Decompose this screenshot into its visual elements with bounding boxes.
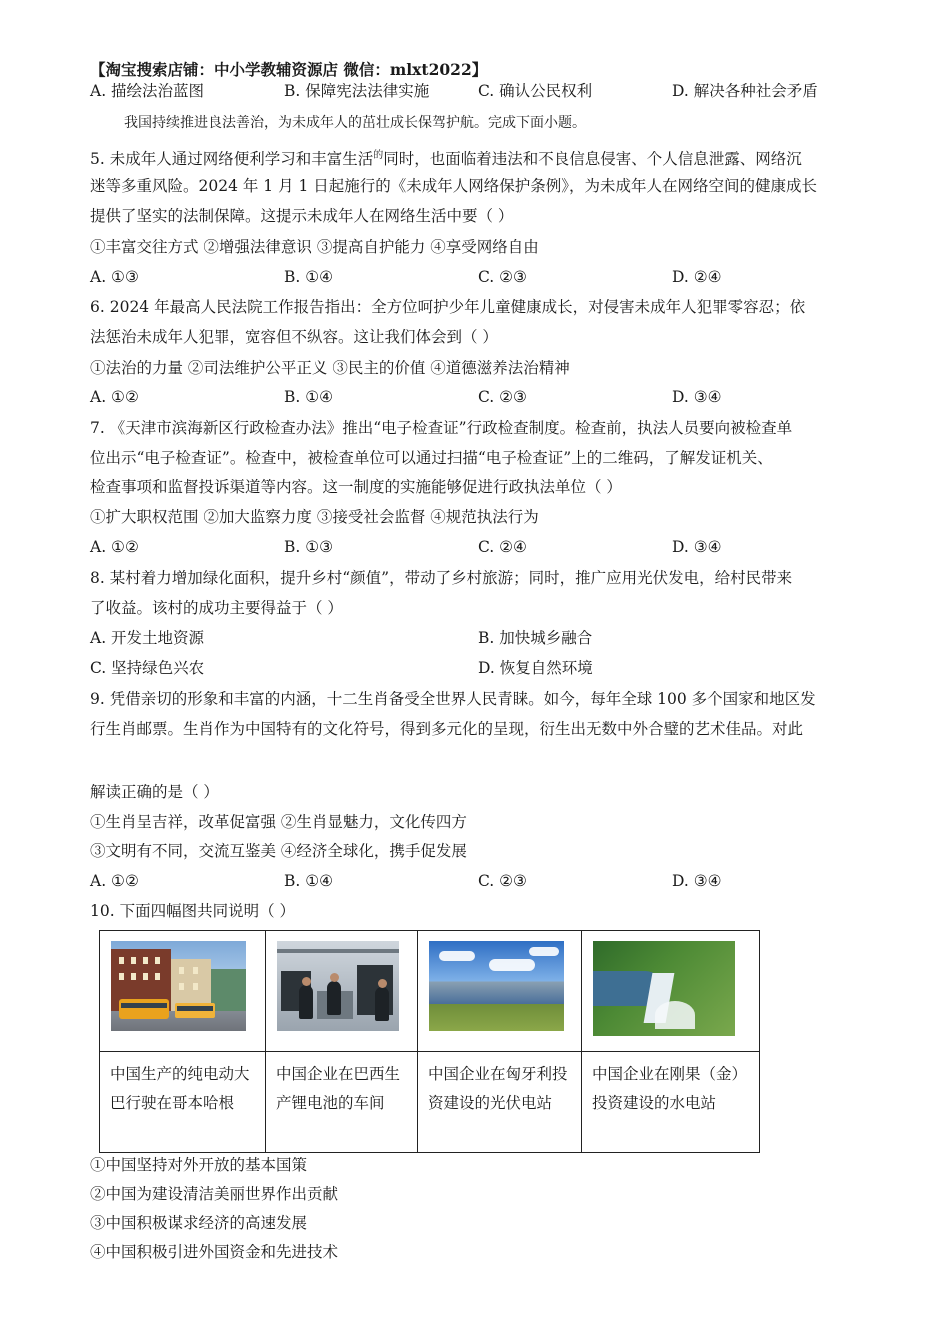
q8-stem-line-1: 8. 某村着力增加绿化面积，提升乡村“颜值”，带动了乡村旅游；同时，推广应用光伏发电，给村民带来 bbox=[90, 569, 793, 587]
section-intro: 我国持续推进良法善治，为未成年人的茁壮成长保驾护航。完成下面小题。 bbox=[124, 115, 586, 131]
q6-option-b: B. ①④ bbox=[284, 388, 334, 406]
q10-cell-picture-4 bbox=[582, 931, 760, 1052]
q7-option-b: B. ①③ bbox=[284, 538, 334, 556]
q10-item-4: ④中国积极引进外国资金和先进技术 bbox=[90, 1243, 339, 1261]
q6-stem-line-1: 6. 2024 年最高人民法院工作报告指出：全方位呵护少年儿童健康成长，对侵害未成年人犯罪零容忍；依 bbox=[90, 298, 806, 316]
q5-stem-line-1: 5. 未成年人通过网络便利学习和丰富生活$^的$同时，也面临着违法和不良信息侵害、个人信息泄露、网络沉 bbox=[90, 150, 802, 168]
q10-caption-4: 中国企业在刚果（金）投资建设的水电站 bbox=[592, 1065, 748, 1112]
q4-option-b: B. 保障宪法法律实施 bbox=[284, 82, 430, 100]
q7-option-c: C. ②④ bbox=[478, 538, 527, 556]
q6-stem-line-2: 法惩治未成年人犯罪，宽容但不纵容。这让我们体会到（ ） bbox=[90, 328, 498, 346]
q10-cell-caption-1 bbox=[100, 1052, 266, 1153]
q10-caption-3: 中国企业在匈牙利投资建设的光伏电站 bbox=[428, 1065, 568, 1112]
q9-option-a: A. ①② bbox=[90, 872, 139, 890]
q7-option-a: A. ①② bbox=[90, 538, 139, 556]
hydropower-dam-photo bbox=[593, 941, 735, 1036]
q5-items: ①丰富交往方式 ②增强法律意识 ③提高自护能力 ④享受网络自由 bbox=[90, 238, 539, 256]
q10-caption-2: 中国企业在巴西生产锂电池的车间 bbox=[276, 1065, 401, 1112]
q7-option-d: D. ③④ bbox=[672, 538, 722, 556]
q10-stem: 10. 下面四幅图共同说明（ ） bbox=[90, 902, 296, 920]
page-header: 【淘宝搜索店铺：中小学教辅资源店 微信：mlxt2022】 bbox=[90, 60, 488, 79]
q10-item-3: ③中国积极谋求经济的高速发展 bbox=[90, 1214, 308, 1232]
q10-item-2: ②中国为建设清洁美丽世界作出贡献 bbox=[90, 1185, 339, 1203]
solar-plant-photo bbox=[429, 941, 564, 1031]
q4-option-d: D. 解决各种社会矛盾 bbox=[672, 82, 818, 100]
q9-option-d: D. ③④ bbox=[672, 872, 722, 890]
battery-factory-photo bbox=[277, 941, 399, 1031]
q6-option-c: C. ②③ bbox=[478, 388, 527, 406]
q10-item-1: ①中国坚持对外开放的基本国策 bbox=[90, 1156, 308, 1174]
q5-option-d: D. ②④ bbox=[672, 268, 722, 286]
q10-cell-caption-3 bbox=[418, 1052, 582, 1153]
q9-stem-line-3: 解读正确的是（ ） bbox=[90, 783, 219, 801]
q5-option-c: C. ②③ bbox=[478, 268, 527, 286]
q8-option-a: A. 开发土地资源 bbox=[90, 629, 205, 647]
q6-option-a: A. ①② bbox=[90, 388, 139, 406]
q9-items-2: ③文明有不同，交流互鉴美 ④经济全球化，携手促发展 bbox=[90, 842, 467, 860]
q9-items-1: ①生肖呈吉祥，改革促富强 ②生肖显魅力，文化传四方 bbox=[90, 813, 467, 831]
q8-option-d: D. 恢复自然环境 bbox=[478, 659, 593, 677]
q9-stem-line-2: 行生肖邮票。生肖作为中国特有的文化符号，得到多元化的呈现，衍生出无数中外合璧的艺术佳品。对此 bbox=[90, 720, 804, 738]
q8-option-c: C. 坚持绿色兴农 bbox=[90, 659, 205, 677]
q8-stem-line-2: 了收益。该村的成功主要得益于（ ） bbox=[90, 599, 343, 617]
q9-option-b: B. ①④ bbox=[284, 872, 334, 890]
q7-stem-line-2: 位出示“电子检查证”。检查中，被检查单位可以通过扫描“电子检查证”上的二维码，了解发证机关、 bbox=[90, 449, 773, 467]
electric-bus-photo bbox=[111, 941, 246, 1031]
q10-cell-caption-4 bbox=[582, 1052, 760, 1153]
q9-option-c: C. ②③ bbox=[478, 872, 527, 890]
q4-option-a: A. 描绘法治蓝图 bbox=[90, 82, 205, 100]
q10-picture-table bbox=[99, 930, 760, 1153]
q5-stem-line-2: 迷等多重风险。2024 年 1 月 1 日起施行的《未成年人网络保护条例》，为未成年人在网络空间的健康成长 bbox=[90, 177, 818, 195]
q7-items: ①扩大职权范围 ②加大监察力度 ③接受社会监督 ④规范执法行为 bbox=[90, 508, 539, 526]
q10-caption-1: 中国生产的纯电动大巴行驶在哥本哈根 bbox=[110, 1065, 250, 1112]
q8-option-b: B. 加快城乡融合 bbox=[478, 629, 593, 647]
q7-stem-line-3: 检查事项和监督投诉渠道等内容。这一制度的实施能够促进行政执法单位（ ） bbox=[90, 478, 622, 496]
q5-option-b: B. ①④ bbox=[284, 268, 334, 286]
q10-cell-caption-2 bbox=[266, 1052, 418, 1153]
q9-stem-line-1: 9. 凭借亲切的形象和丰富的内涵，十二生肖备受全世界人民青睐。如今，每年全球 100 多个国家和地区发 bbox=[90, 690, 816, 708]
q4-option-c: C. 确认公民权利 bbox=[478, 82, 593, 100]
q5-option-a: A. ①③ bbox=[90, 268, 139, 286]
q10-cell-picture-2 bbox=[266, 931, 418, 1052]
q7-stem-line-1: 7. 《天津市滨海新区行政检查办法》推出“电子检查证”行政检查制度。检查前，执法人员要向被检查单 bbox=[90, 419, 793, 437]
q10-cell-picture-1 bbox=[100, 931, 266, 1052]
q10-cell-picture-3 bbox=[418, 931, 582, 1052]
q5-stem-line-3: 提供了坚实的法制保障。这提示未成年人在网络生活中要（ ） bbox=[90, 207, 514, 225]
q6-option-d: D. ③④ bbox=[672, 388, 722, 406]
q6-items: ①法治的力量 ②司法维护公平正义 ③民主的价值 ④道德滋养法治精神 bbox=[90, 359, 570, 377]
